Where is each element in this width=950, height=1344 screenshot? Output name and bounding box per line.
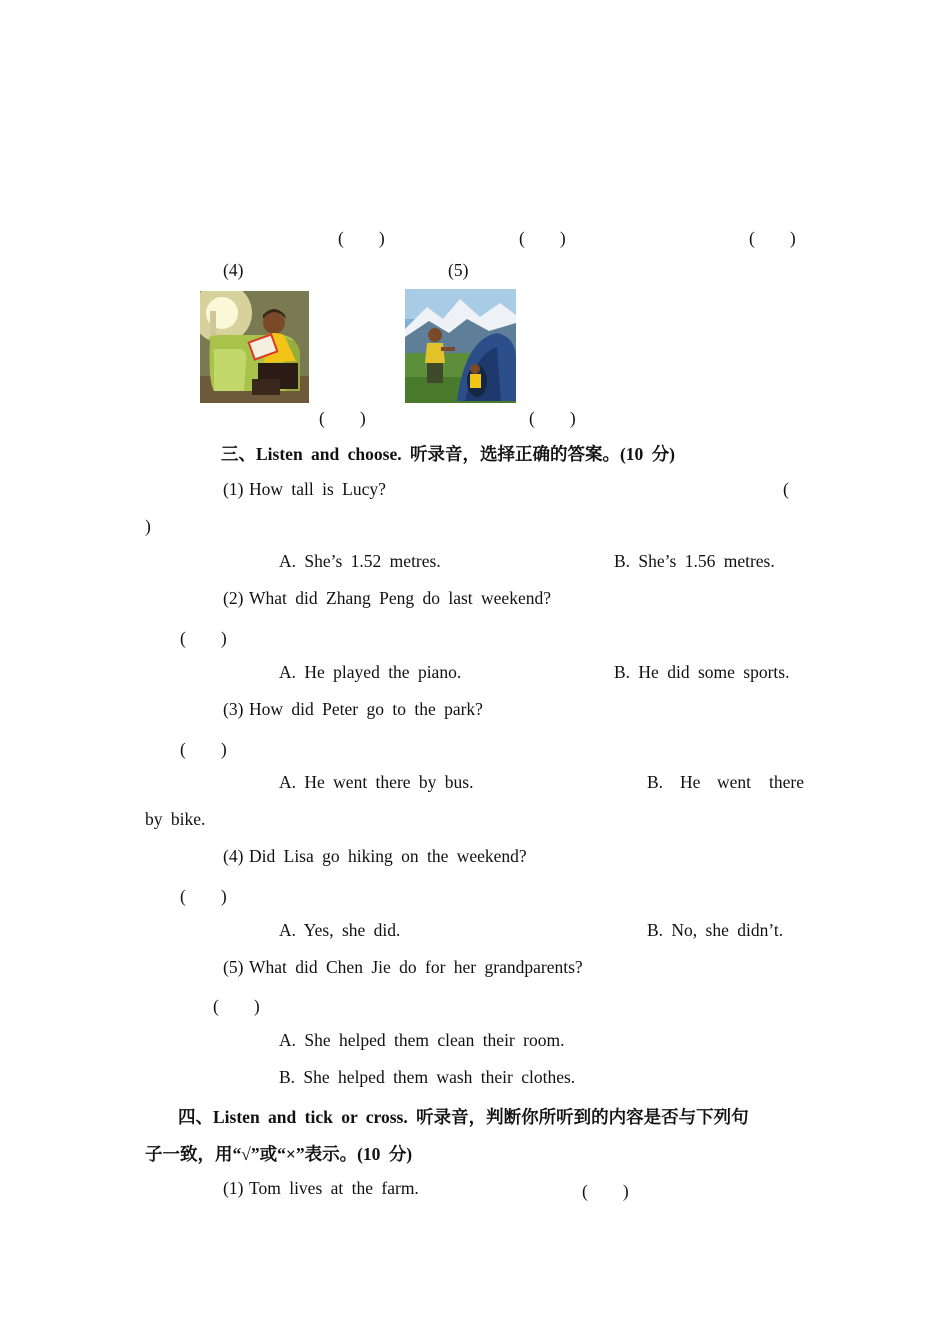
answer-bracket[interactable]: ( )	[180, 628, 227, 648]
answer-bracket[interactable]: ( )	[180, 739, 227, 759]
question-number: (3)	[223, 699, 244, 719]
option-b: B. She’s 1.56 metres.	[614, 551, 775, 571]
section-4-heading-continued: 子一致，用“√”或“×”表示。(10 分)	[145, 1144, 413, 1164]
family-camping-tent-mountains-icon	[405, 289, 516, 403]
option-a: A. She’s 1.52 metres.	[279, 551, 441, 571]
question-number: (4)	[223, 846, 244, 866]
option-b-word: B.	[647, 772, 664, 792]
option-b-continued: by bike.	[145, 809, 206, 829]
section-4-heading: 四、Listen and tick or cross. 听录音，判断你所听到的内容是否与下列句	[178, 1107, 749, 1127]
answer-bracket-pic3[interactable]: ( )	[749, 228, 796, 248]
answer-bracket-pic1[interactable]: ( )	[338, 228, 385, 248]
question-text: How did Peter go to the park?	[249, 699, 483, 719]
option-b: B. She helped them wash their clothes.	[279, 1067, 576, 1087]
answer-bracket-pic2[interactable]: ( )	[519, 228, 566, 248]
answer-bracket[interactable]: ( )	[213, 996, 260, 1016]
answer-bracket[interactable]: ( )	[582, 1181, 629, 1201]
answer-bracket-close[interactable]: )	[145, 516, 151, 536]
question-text: Tom lives at the farm.	[249, 1178, 419, 1198]
option-a: A. She helped them clean their room.	[279, 1030, 565, 1050]
answer-bracket-pic5[interactable]: ( )	[529, 408, 576, 428]
picture-label-4: (4)	[223, 260, 244, 280]
question-number: (5)	[223, 957, 244, 977]
option-a: A. He played the piano.	[279, 662, 462, 682]
option-b-word: He	[680, 772, 701, 792]
question-number: (1)	[223, 1178, 244, 1198]
question-text: What did Zhang Peng do last weekend?	[249, 588, 551, 608]
question-text: How tall is Lucy?	[249, 479, 386, 499]
option-b-word: there	[769, 772, 804, 792]
option-a: A. Yes, she did.	[279, 920, 401, 940]
answer-bracket[interactable]: ( )	[180, 886, 227, 906]
question-text: What did Chen Jie do for her grandparents?	[249, 957, 583, 977]
section-3-heading: 三、Listen and choose. 听录音，选择正确的答案。(10 分)	[221, 444, 675, 464]
answer-bracket-pic4[interactable]: ( )	[319, 408, 366, 428]
option-a: A. He went there by bus.	[279, 772, 474, 792]
option-b: B. He did some sports.	[614, 662, 790, 682]
question-number: (1)	[223, 479, 244, 499]
picture-label-5: (5)	[448, 260, 469, 280]
answer-bracket-open[interactable]: (	[783, 479, 789, 499]
boy-reading-in-armchair-icon	[200, 291, 309, 403]
option-b-word: went	[717, 772, 752, 792]
question-number: (2)	[223, 588, 244, 608]
option-b: B. No, she didn’t.	[647, 920, 784, 940]
question-text: Did Lisa go hiking on the weekend?	[249, 846, 527, 866]
